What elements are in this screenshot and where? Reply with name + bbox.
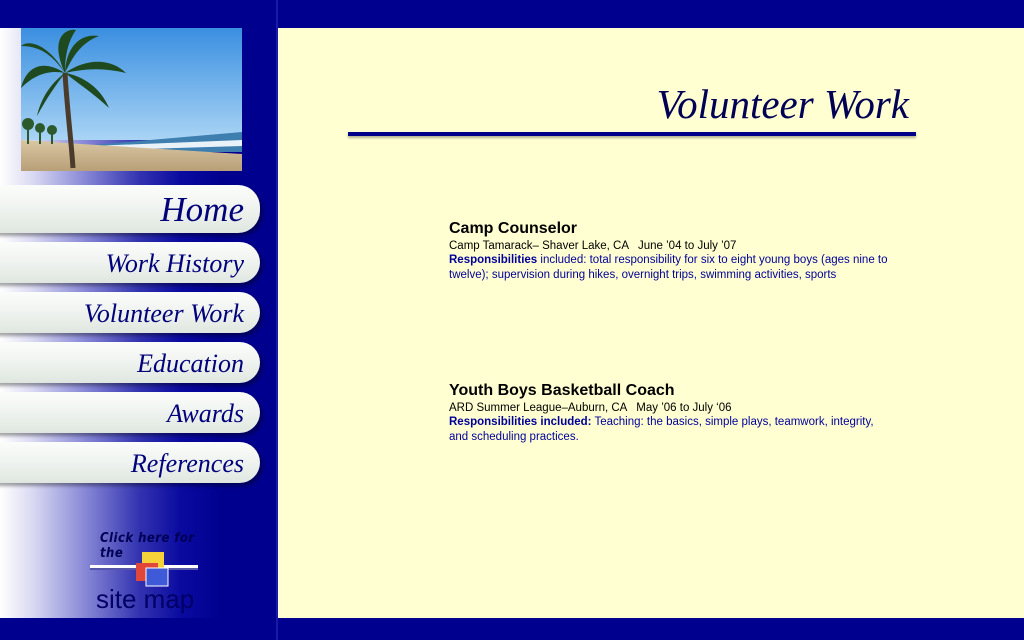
nav-awards-label: Awards (166, 399, 244, 428)
volunteer-entry (449, 219, 894, 282)
entry-subtitle: ARD Summer League–Auburn, CA May ’06 to July ‘06 (449, 402, 732, 414)
nav-awards-button[interactable] (0, 392, 260, 433)
entry-description (449, 415, 894, 444)
beach-photo (21, 28, 242, 171)
nav-home-button[interactable] (0, 185, 260, 233)
main-content (278, 28, 1024, 618)
entry-subtitle: Camp Tamarack– Shaver Lake, CA June ’04 to July ’07 (449, 240, 737, 252)
nav-home-label: Home (160, 190, 244, 229)
site-map-link[interactable] (80, 528, 230, 616)
entry-resp-text: Teaching: the basics, simple plays, teamwork, integrity, and scheduling practices. (449, 416, 874, 443)
site-map-label: site map (96, 584, 195, 614)
nav-references-button[interactable] (0, 442, 260, 483)
sidebar-top-band (0, 0, 278, 28)
nav-work-history-label: Work History (105, 249, 244, 278)
volunteer-entry (449, 381, 894, 444)
nav-volunteer-work-button[interactable] (0, 292, 260, 333)
sidebar (0, 0, 278, 618)
title-underline (348, 132, 916, 136)
entry-resp-label: Responsibilities included: (449, 416, 592, 428)
palm-beach-photo-icon (21, 28, 242, 171)
entry-description (449, 253, 894, 282)
nav-education-button[interactable] (0, 342, 260, 383)
entry-resp-label: Responsibilities (449, 254, 538, 266)
nav-work-history-button[interactable] (0, 242, 260, 283)
site-map-caption: Click here for the (100, 531, 195, 561)
entry-title: Youth Boys Basketball Coach (449, 382, 675, 399)
page-title: Volunteer Work (656, 81, 909, 127)
nav-references-label: References (130, 449, 244, 478)
nav-volunteer-work-label: Volunteer Work (83, 299, 244, 328)
entry-resp-text: included: total responsibility for six to eight young boys (ages nine to twelve); supervision during hikes, overnight trips, swimming activities, sports (449, 254, 888, 281)
nav-education-label: Education (137, 349, 244, 378)
entry-title: Camp Counselor (449, 220, 578, 237)
